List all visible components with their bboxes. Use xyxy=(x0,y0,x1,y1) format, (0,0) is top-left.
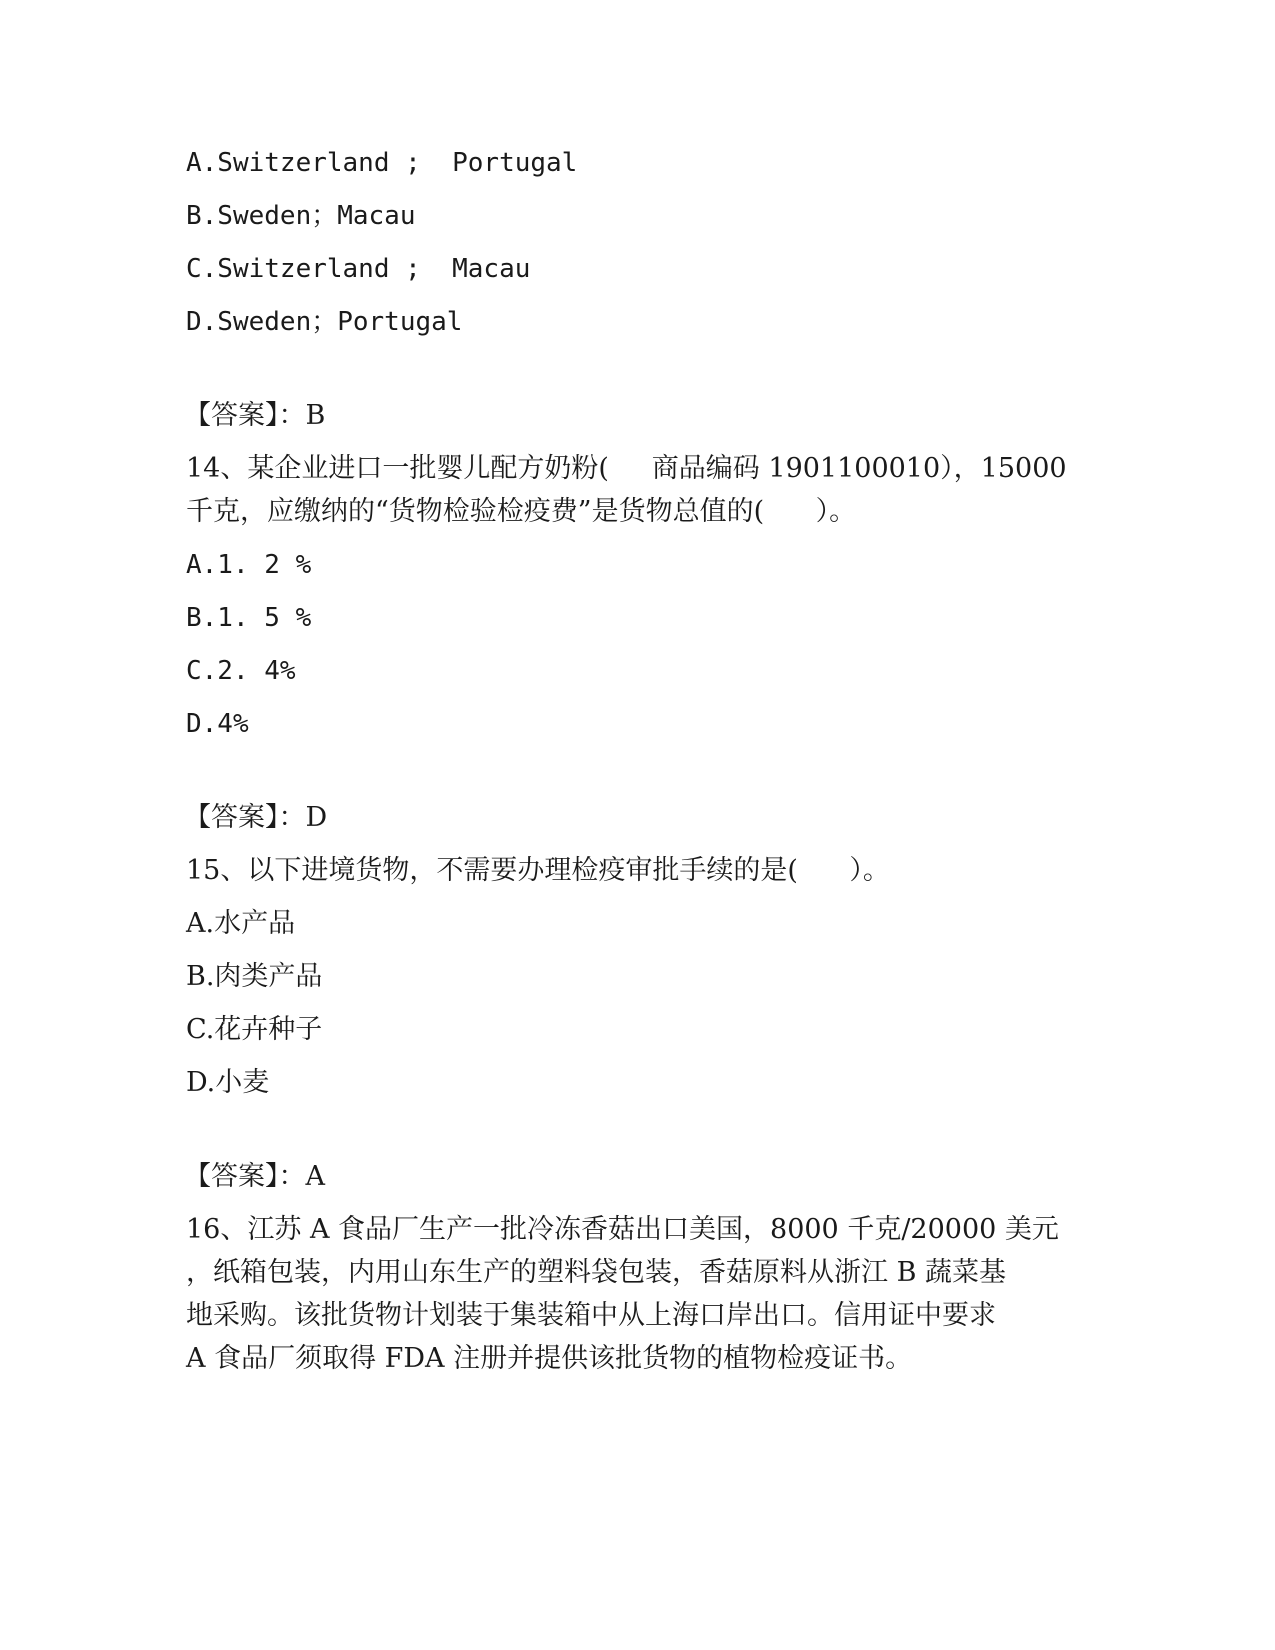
q16-question-line-1: 16、江苏 A 食品厂生产一批冷冻香菇出口美国，8000 千克/20000 美元 xyxy=(186,1214,1059,1245)
q15-option-a: A.水产品 xyxy=(186,908,296,939)
q14-option-c: C.2. 4% xyxy=(186,656,296,686)
q15-question: 15、以下进境货物，不需要办理检疫审批手续的是( ）。 xyxy=(186,855,890,886)
q14-option-b: B.1. 5 % xyxy=(186,603,312,633)
q13-option-a: A.Switzerland ; Portugal xyxy=(186,148,578,178)
q15-option-b: B.肉类产品 xyxy=(186,961,323,992)
q16-question-line-4: A 食品厂须取得 FDA 注册并提供该批货物的植物检疫证书。 xyxy=(186,1343,913,1374)
q15-option-d: D.小麦 xyxy=(186,1067,270,1098)
q16-question-line-3: 地采购。该批货物计划装于集装箱中从上海口岸出口。信用证中要求 xyxy=(186,1300,996,1331)
q13-option-b: B.Sweden；Macau xyxy=(186,201,416,231)
q14-option-a: A.1. 2 % xyxy=(186,550,312,580)
q15-answer: 【答案】：A xyxy=(184,1161,325,1192)
q13-option-c: C.Switzerland ; Macau xyxy=(186,254,531,284)
q14-question-line-1: 14、某企业进口一批婴儿配方奶粉( 商品编码 1901100010），15000 xyxy=(186,453,1067,484)
q14-question-line-2: 千克，应缴纳的“货物检验检疫费”是货物总值的( ）。 xyxy=(186,496,857,527)
q15-option-c: C.花卉种子 xyxy=(186,1014,323,1045)
q14-answer: 【答案】：D xyxy=(184,802,328,833)
q14-option-d: D.4% xyxy=(186,709,249,739)
q13-answer: 【答案】：B xyxy=(184,400,326,431)
q16-question-line-2: ，纸箱包装，内用山东生产的塑料袋包装，香菇原料从浙江 B 蔬菜基 xyxy=(186,1257,1007,1288)
q13-option-d: D.Sweden；Portugal xyxy=(186,307,463,337)
